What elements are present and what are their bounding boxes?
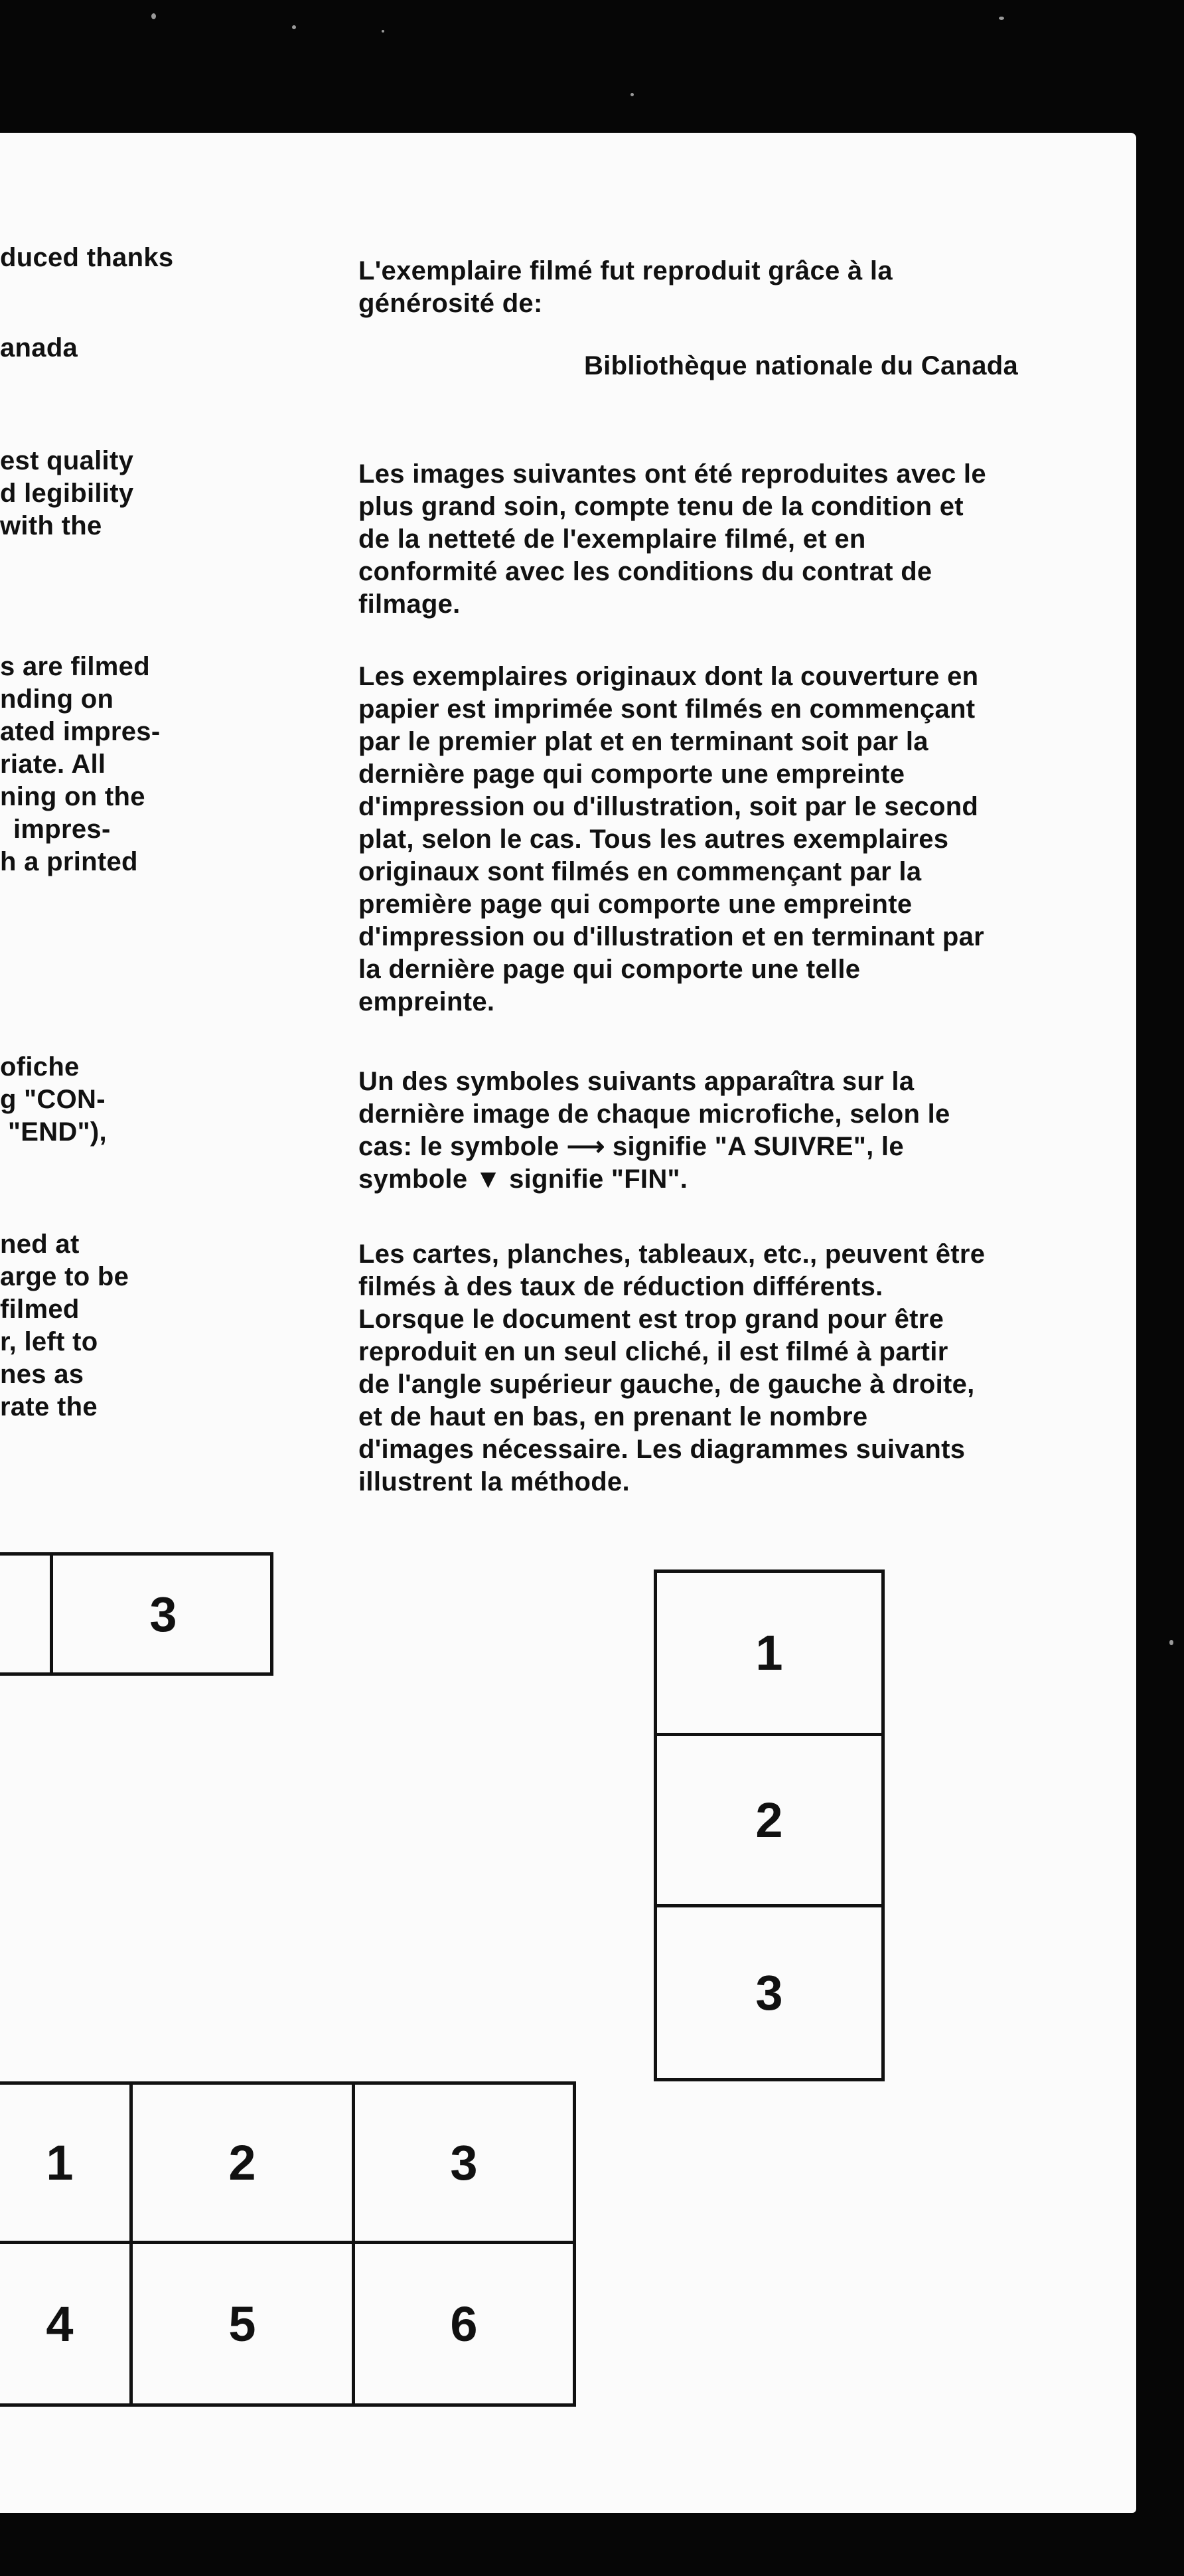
frame-number: 3 [755, 1965, 783, 2020]
scan-speck [382, 30, 384, 33]
fr-originals-line: originaux sont filmés en commençant par la [358, 857, 922, 886]
en-maps-line: r, left to [0, 1327, 98, 1356]
en-thanks: duced thanks [0, 243, 174, 272]
scan-speck [630, 93, 634, 96]
scan-speck [151, 13, 156, 19]
fr-maps-line: Lorsque le document est trop grand pour être [358, 1305, 944, 1334]
fr-quality-line: conformité avec les conditions du contrat de [358, 557, 932, 586]
en-originals-line: impres- [13, 815, 111, 844]
strip-frame-cell [657, 1573, 881, 1736]
fr-quality-line: plus grand soin, compte tenu de la condition et [358, 492, 964, 521]
strip-frame-cell [657, 1907, 881, 2078]
frame-number: 1 [755, 1625, 783, 1680]
frame-number: 4 [46, 2296, 74, 2352]
fr-originals-line: Les exemplaires originaux dont la couverture en [358, 662, 979, 691]
fr-library: Bibliothèque nationale du Canada [584, 351, 1019, 380]
fr-symbols-line: cas: le symbole ⟶ signifie "A SUIVRE", le [358, 1132, 904, 1161]
fr-symbols-line: dernière image de chaque microfiche, selon le [358, 1099, 950, 1129]
fr-originals-line: empreinte. [358, 987, 495, 1016]
grid-frame-cell [0, 2244, 133, 2403]
scan-speck [999, 17, 1004, 20]
en-maps-line: filmed [0, 1295, 80, 1324]
en-originals-line: ated impres- [0, 717, 161, 746]
six-frame-grid-diagram [0, 2081, 576, 2407]
fr-maps-line: Les cartes, planches, tableaux, etc., peuvent être [358, 1240, 986, 1269]
strip-frame-cell [657, 1736, 881, 1907]
strip-frame-cell [53, 1556, 273, 1672]
en-library: anada [0, 333, 78, 362]
fr-maps-line: filmés à des taux de réduction différents. [358, 1272, 883, 1301]
fr-originals-line: d'impression ou d'illustration et en terminant par [358, 922, 985, 951]
fr-originals-line: plat, selon le cas. Tous les autres exemplaires [358, 825, 949, 854]
frame-number: 1 [46, 2135, 74, 2190]
en-symbols-line: g "CON- [0, 1085, 106, 1114]
fr-thanks-line: L'exemplaire filmé fut reproduit grâce à la [358, 256, 893, 285]
en-maps-line: ned at [0, 1230, 80, 1259]
en-symbols-line: "END"), [8, 1117, 107, 1147]
fr-maps-line: reproduit en un seul cliché, il est filmé à partir [358, 1337, 948, 1366]
en-quality-line: d legibility [0, 479, 134, 508]
en-originals-line: nding on [0, 684, 114, 714]
fr-quality-line: Les images suivantes ont été reproduites avec le [358, 459, 986, 489]
fr-quality-line: filmage. [358, 590, 461, 619]
frame-number: 5 [228, 2296, 256, 2352]
frame-number: 6 [450, 2296, 478, 2352]
fr-originals-line: par le premier plat et en terminant soit par la [358, 727, 928, 756]
vertical-strip-diagram [654, 1570, 885, 2081]
en-quality-line: est quality [0, 446, 134, 475]
fr-quality-line: de la netteté de l'exemplaire filmé, et en [358, 524, 866, 554]
en-symbols-line: ofiche [0, 1052, 80, 1082]
scan-speck [1169, 1640, 1173, 1645]
grid-frame-cell [0, 2085, 133, 2244]
grid-frame-cell [355, 2244, 573, 2403]
fr-originals-line: première page qui comporte une empreinte [358, 890, 913, 919]
fr-maps-line: illustrent la méthode. [358, 1467, 630, 1496]
frame-number: 3 [149, 1586, 177, 1642]
fr-maps-line: de l'angle supérieur gauche, de gauche à droite, [358, 1370, 975, 1399]
fr-symbols-line: Un des symboles suivants apparaîtra sur la [358, 1067, 915, 1096]
scan-speck [292, 25, 296, 29]
fr-symbols-line: symbole ▼ signifie "FIN". [358, 1165, 688, 1194]
en-maps-line: rate the [0, 1392, 98, 1421]
en-originals-line: s are filmed [0, 652, 150, 681]
en-originals-line: ning on the [0, 782, 145, 811]
en-originals-line: h a printed [0, 847, 138, 876]
fr-originals-line: d'impression ou d'illustration, soit par le second [358, 792, 979, 821]
fr-originals-line: la dernière page qui comporte une telle [358, 955, 861, 984]
grid-frame-cell [133, 2244, 355, 2403]
fr-thanks-line: générosité de: [358, 289, 543, 318]
frame-number: 2 [228, 2135, 256, 2190]
document-page [0, 133, 1136, 2513]
fr-originals-line: dernière page qui comporte une empreinte [358, 760, 905, 789]
grid-frame-cell [355, 2085, 573, 2244]
fr-maps-line: et de haut en bas, en prenant le nombre [358, 1402, 868, 1431]
frame-number: 2 [755, 1793, 783, 1848]
grid-frame-cell [133, 2085, 355, 2244]
fr-originals-line: papier est imprimée sont filmés en commençant [358, 694, 976, 724]
en-maps-line: nes as [0, 1360, 84, 1389]
fr-maps-line: d'images nécessaire. Les diagrammes suivants [358, 1435, 966, 1464]
en-maps-line: arge to be [0, 1262, 129, 1291]
en-quality-line: with the [0, 511, 102, 540]
horizontal-strip-diagram [0, 1552, 273, 1676]
en-originals-line: riate. All [0, 750, 106, 779]
strip-frame-cell [0, 1556, 53, 1672]
frame-number: 3 [450, 2135, 478, 2190]
